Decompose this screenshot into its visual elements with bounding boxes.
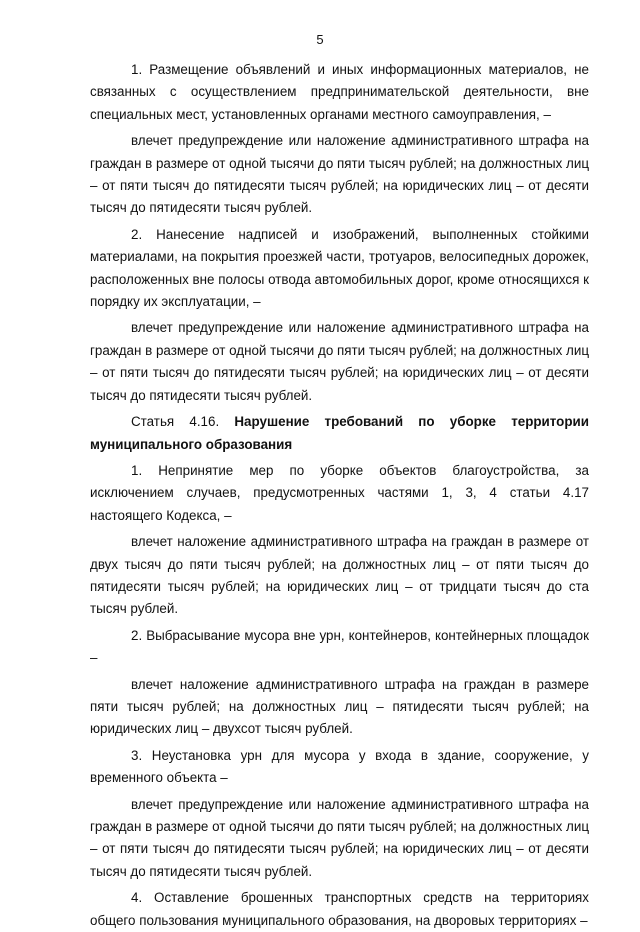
paragraph: влечет предупреждение или наложение административного штрафа на граждан в размере от одной тысячи до пяти тысяч рублей; на должностных лиц – от пяти тысяч до пятидесяти тысяч рублей; на юридических лиц – от десяти тысяч до пятидесяти тысяч рублей.	[90, 796, 589, 879]
paragraph: влечет предупреждение или наложение административного штрафа на граждан в размере от одной тысячи до пяти тысяч рублей; на должностных лиц – от пяти тысяч до пятидесяти тысяч рублей; на юридических лиц – от десяти тысяч до пятидесяти тысяч рублей.	[90, 133, 589, 216]
article-heading	[90, 411, 589, 456]
paragraph: влечет наложение административного штрафа на граждан в размере от двух тысяч до пяти тысяч рублей; на должностных лиц – от пяти тысяч до пятидесяти тысяч рублей; на юридических лиц – от тридцати тысяч до ста тысяч рублей.	[90, 534, 589, 617]
paragraph: 2. Выбрасывание мусора вне урн, контейнеров, контейнерных площадок –	[90, 627, 589, 666]
paragraph: влечет предупреждение или наложение административного штрафа на граждан в размере от одной тысячи до пяти тысяч рублей; на должностных лиц – от пяти тысяч до пятидесяти тысяч рублей; на юридических лиц – от десяти тысяч до пятидесяти тысяч рублей.	[90, 320, 589, 403]
paragraph: 1. Размещение объявлений и иных информационных материалов, не связанных с осуществлением предпринимательской деятельности, вне специальных мест, установленных органами местного самоуправления, –	[90, 62, 589, 122]
paragraph: 1. Непринятие мер по уборке объектов благоустройства, за исключением случаев, предусмотренных частями 1, 3, 4 статьи 4.17 настоящего Кодекса, –	[90, 462, 589, 523]
page-number: 5	[316, 32, 324, 47]
paragraph: 3. Неустановка урн для мусора у входа в здание, сооружение, у временного объекта –	[90, 747, 589, 786]
article-title: Нарушение требований по уборке территории муниципального образования	[90, 414, 589, 452]
paragraph: 2. Нанесение надписей и изображений, выполненных стойкими материалами, на покрытия проезжей части, тротуаров, велосипедных дорожек, расположенных вне полосы отвода автомобильных дорог, кроме относящихся к порядку их эксплуатации, –	[90, 226, 589, 310]
paragraph: влечет наложение административного штрафа на граждан в размере пяти тысяч рублей; на должностных лиц – пятидесяти тысяч рублей; на юридических лиц – двухсот тысяч рублей.	[90, 676, 589, 737]
article-number: Статья 4.16.	[131, 414, 220, 430]
paragraph: 4. Оставление брошенных транспортных средств на территориях общего пользования муниципального образования, на дворовых территориях –	[90, 890, 589, 928]
document-body	[90, 59, 589, 932]
